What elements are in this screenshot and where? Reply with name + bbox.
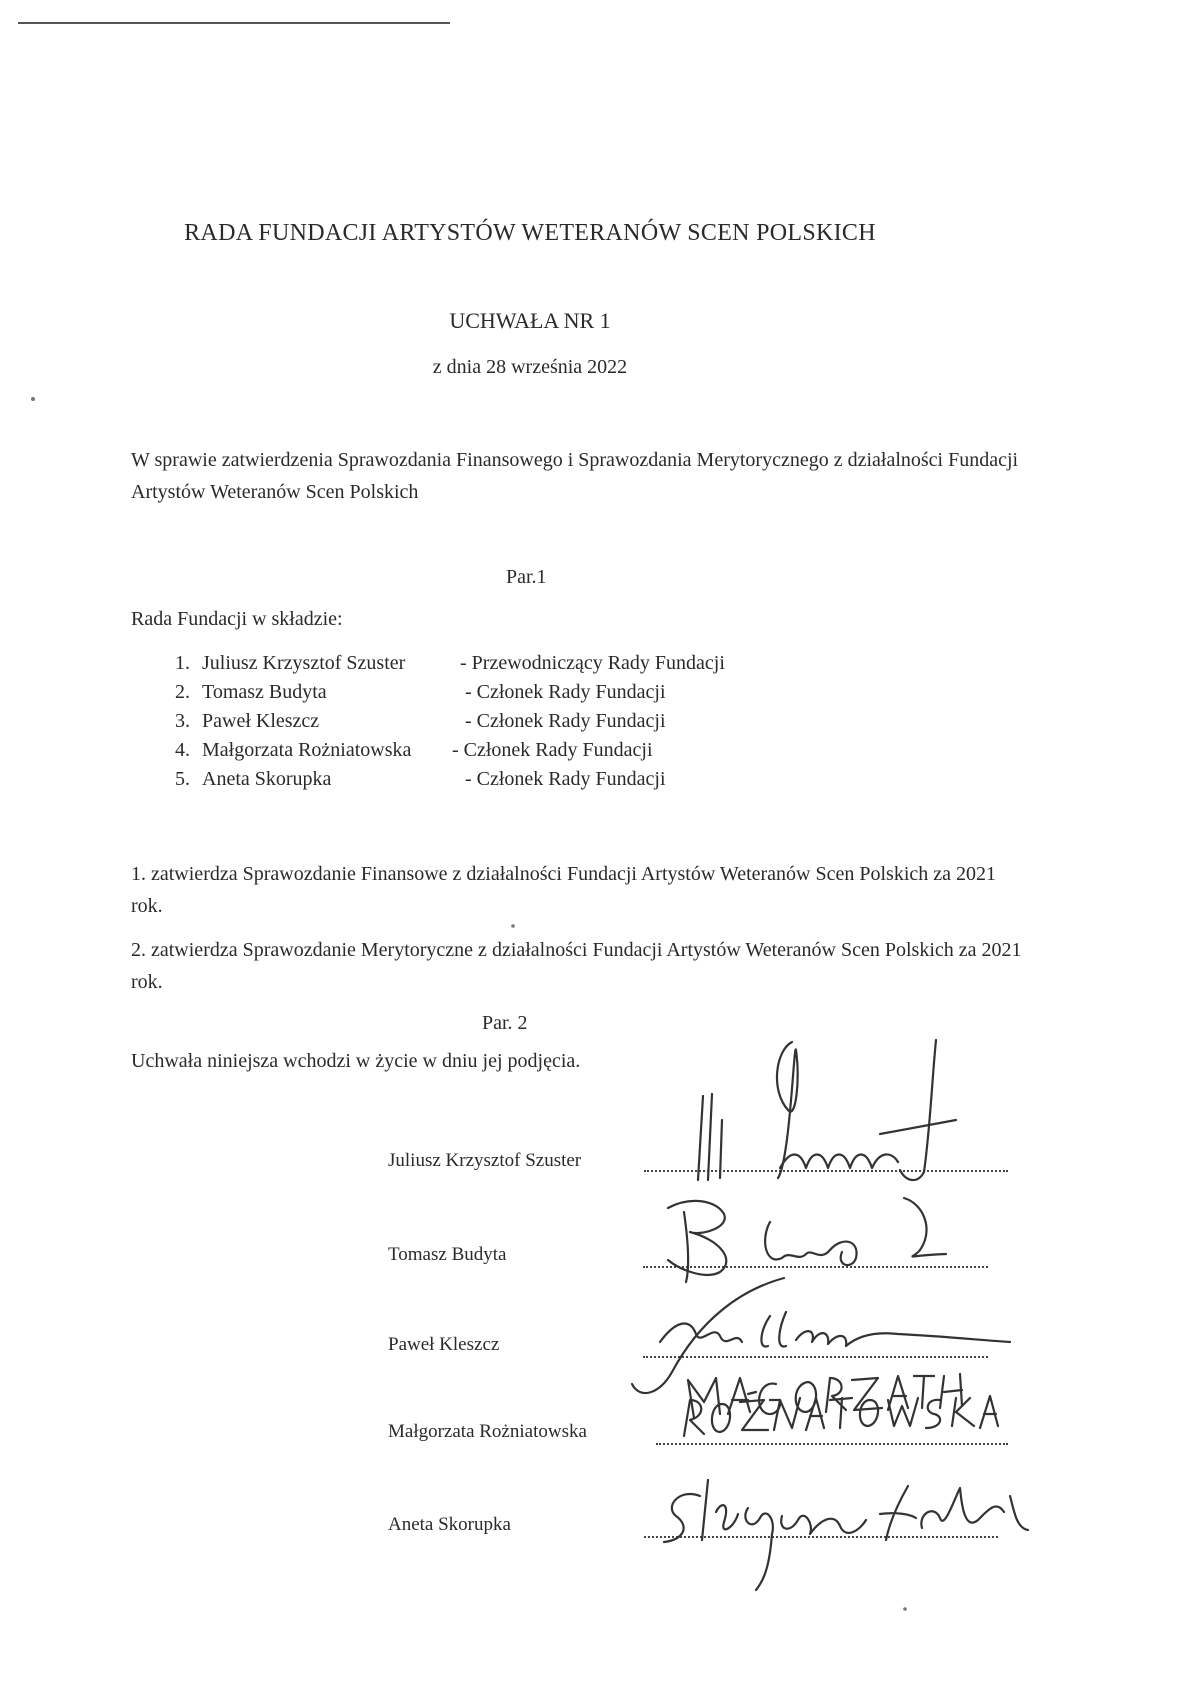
dotted-signature-line [643, 1266, 988, 1268]
council-intro: Rada Fundacji w składzie: [131, 608, 343, 630]
member-name: Juliusz Krzysztof Szuster [202, 652, 406, 674]
dotted-signature-line [643, 1356, 988, 1358]
member-name: Paweł Kleszcz [202, 710, 320, 732]
signatory-name: Małgorzata Rożniatowska [388, 1421, 587, 1442]
signatory-name: Paweł Kleszcz [388, 1334, 500, 1355]
dotted-signature-line [656, 1443, 1008, 1445]
signature-line-skorupka [388, 1506, 1008, 1546]
member-number: 3. [175, 710, 190, 732]
scan-speck [31, 397, 35, 401]
dotted-signature-line [644, 1170, 1008, 1172]
dotted-signature-line [644, 1536, 998, 1538]
member-number: 5. [175, 768, 190, 790]
resolution-date: z dnia 28 września 2022 [432, 356, 628, 378]
paragraph-2-heading: Par. 2 [482, 1012, 528, 1034]
resolution-title: UCHWAŁA NR 1 [449, 308, 611, 333]
member-role: - Przewodniczący Rady Fundacji [460, 652, 725, 674]
paragraph-1-heading: Par.1 [506, 566, 547, 588]
member-name: Aneta Skorupka [202, 768, 332, 790]
decision-item-2: 2. zatwierdza Sprawozdanie Merytoryczne z działalności Fundacji Artystów Weteranów Scen Polskich za 2021 rok. [131, 939, 1022, 993]
decision-item-1: 1. zatwierdza Sprawozdanie Finansowe z działalności Fundacji Artystów Weteranów Scen Polskich za 2021 rok. [131, 863, 997, 917]
scan-speck [903, 1607, 907, 1611]
signatory-name: Aneta Skorupka [388, 1514, 511, 1535]
signature-line-szuster [388, 1146, 1008, 1186]
signature-line-budyta [388, 1236, 1008, 1276]
signatory-name: Tomasz Budyta [388, 1244, 507, 1265]
member-number: 2. [175, 681, 190, 703]
member-number: 4. [175, 739, 190, 761]
member-number: 1. [175, 652, 190, 674]
scan-speck [511, 924, 515, 928]
signature-line-kleszcz [388, 1326, 1008, 1366]
member-role: - Członek Rady Fundacji [465, 710, 666, 732]
member-name: Tomasz Budyta [202, 681, 327, 703]
organization-title: RADA FUNDACJI ARTYSTÓW WETERANÓW SCEN POLSKICH [184, 220, 876, 246]
resolution-subject: W sprawie zatwierdzenia Sprawozdania Finansowego i Sprawozdania Merytorycznego z działalności Fundacji Artystów Weteranów Scen Polskich [131, 449, 1019, 503]
member-role: - Członek Rady Fundacji [465, 768, 666, 790]
member-role: - Członek Rady Fundacji [465, 681, 666, 703]
top-scan-rule [18, 22, 450, 24]
signatory-name: Juliusz Krzysztof Szuster [388, 1150, 582, 1171]
member-name: Małgorzata Rożniatowska [202, 739, 412, 761]
effective-clause: Uchwała niniejsza wchodzi w życie w dniu jej podjęcia. [131, 1050, 581, 1072]
signature-line-rozniatowska [388, 1413, 1008, 1453]
member-role: - Członek Rady Fundacji [452, 739, 653, 761]
